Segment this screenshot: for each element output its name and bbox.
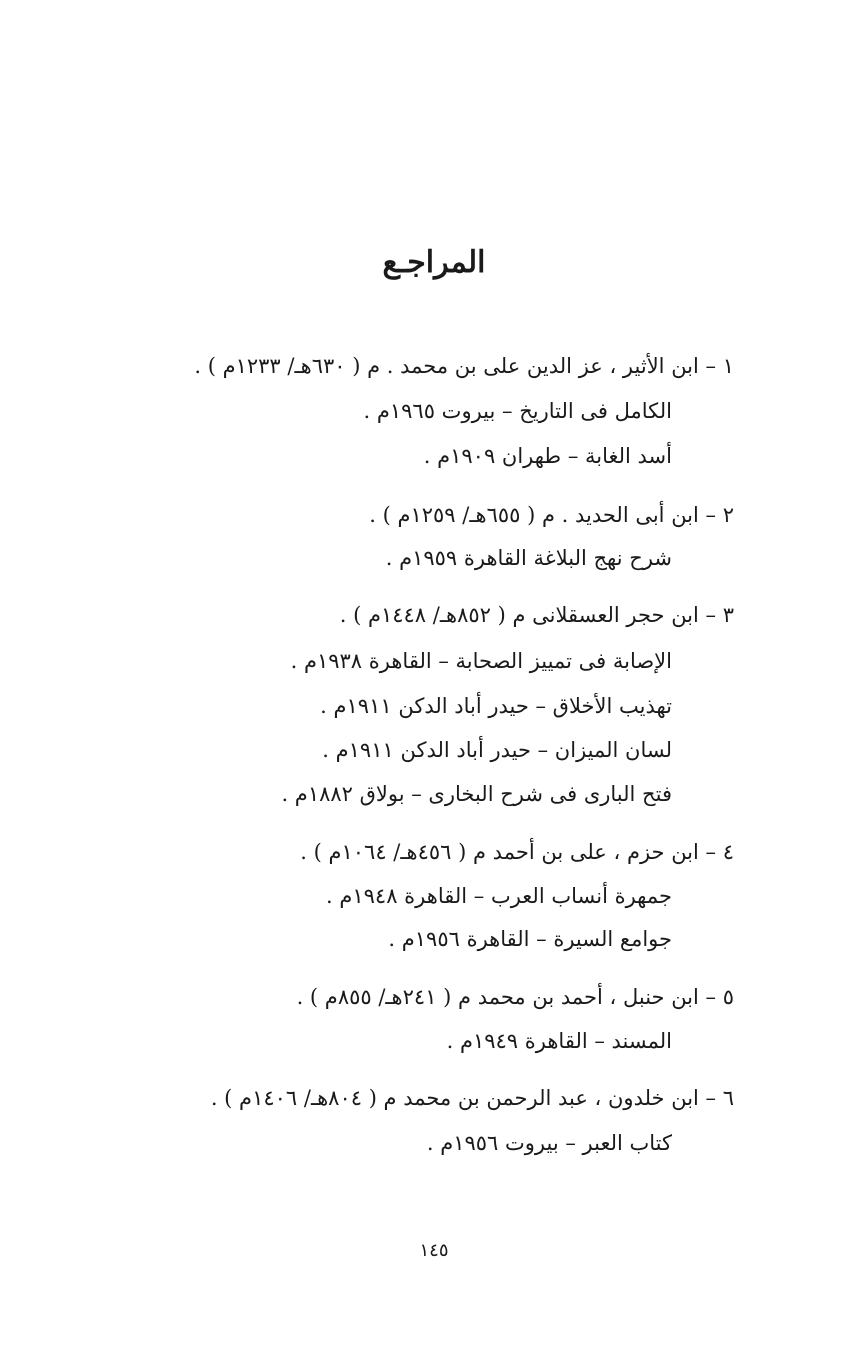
reference-entry-2: ٢ – ابن أبى الحديد . م ( ٦٥٥هـ/ ١٢٥٩م ) . xyxy=(369,503,734,527)
reference-work: شرح نهج البلاغة القاهرة ١٩٥٩م . xyxy=(385,546,672,570)
reference-work: المسند – القاهرة ١٩٤٩م . xyxy=(446,1029,672,1053)
reference-entry-6: ٦ – ابن خلدون ، عبد الرحمن بن محمد م ( ٨٠٤هـ/ ١٤٠٦م ) . xyxy=(210,1086,734,1110)
reference-work: لسان الميزان – حيدر أباد الدكن ١٩١١م . xyxy=(322,738,672,762)
reference-entry-1: ١ – ابن الأثير ، عز الدين على بن محمد . م ( ٦٣٠هـ/ ١٢٣٣م ) . xyxy=(194,354,734,378)
reference-work: الإصابة فى تمييز الصحابة – القاهرة ١٩٣٨م . xyxy=(290,649,672,673)
reference-work: أسد الغابة – طهران ١٩٠٩م . xyxy=(423,444,672,468)
reference-work: كتاب العبر – بيروت ١٩٥٦م . xyxy=(426,1131,672,1155)
page-number: ١٤٥ xyxy=(419,1240,449,1261)
reference-entry-3: ٣ – ابن حجر العسقلانى م ( ٨٥٢هـ/ ١٤٤٨م ) . xyxy=(339,603,734,627)
reference-work: جمهرة أنساب العرب – القاهرة ١٩٤٨م . xyxy=(326,884,672,908)
page-title: المراجـع xyxy=(382,245,486,280)
reference-entry-5: ٥ – ابن حنبل ، أحمد بن محمد م ( ٢٤١هـ/ ٨٥٥م ) . xyxy=(296,985,734,1009)
reference-work: تهذيب الأخلاق – حيدر أباد الدكن ١٩١١م . xyxy=(320,694,672,718)
reference-work: فتح البارى فى شرح البخارى – بولاق ١٨٨٢م . xyxy=(281,782,672,806)
reference-work: جوامع السيرة – القاهرة ١٩٥٦م . xyxy=(388,927,672,951)
reference-work: الكامل فى التاريخ – بيروت ١٩٦٥م . xyxy=(363,399,672,423)
reference-entry-4: ٤ – ابن حزم ، على بن أحمد م ( ٤٥٦هـ/ ١٠٦٤م ) . xyxy=(300,840,734,864)
